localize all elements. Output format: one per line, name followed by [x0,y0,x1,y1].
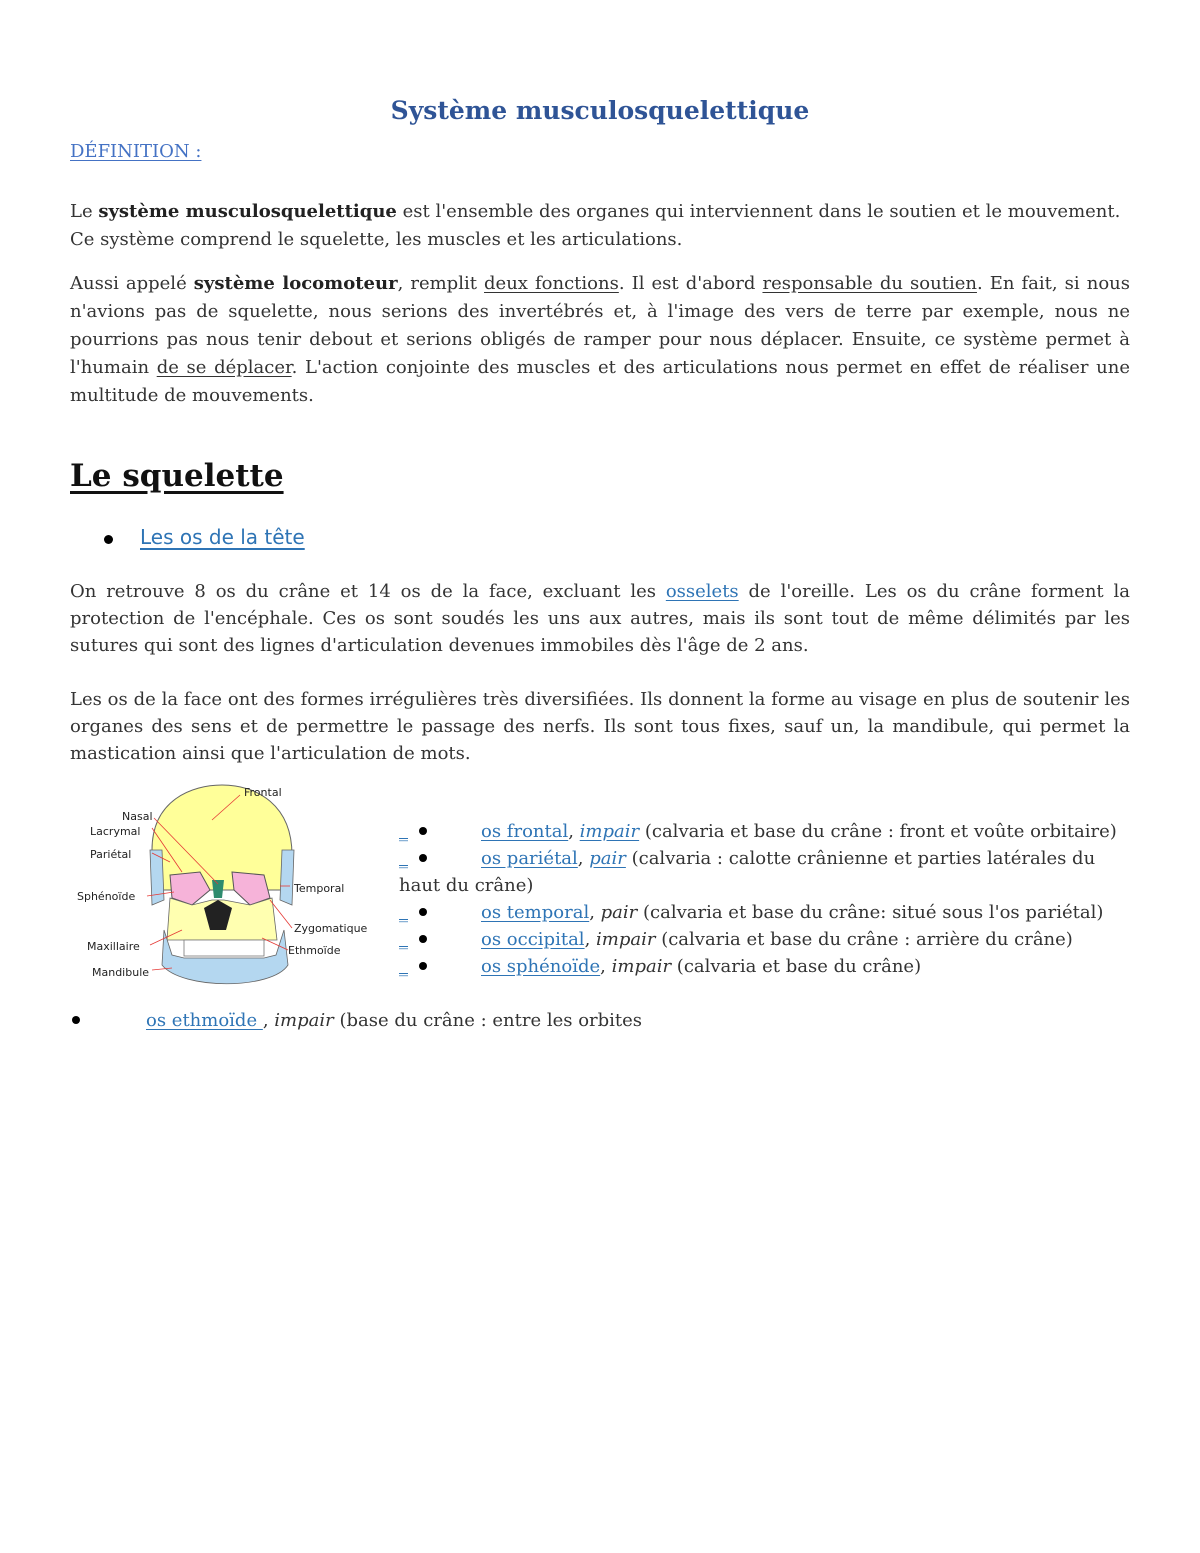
label-temporal: Temporal [294,882,345,895]
bone-type: impair [611,956,672,977]
bone-type: impair [274,1010,334,1031]
bone-link[interactable]: os pariétal [481,848,578,869]
bullet-icon [72,1016,80,1024]
label-mandibule: Mandibule [92,966,150,979]
bullet-icon [419,854,427,862]
bone-type-link[interactable]: impair [579,821,640,842]
list-marker[interactable]: _ [399,956,408,977]
label-frontal: Frontal [244,786,282,799]
bone-type-link[interactable]: pair [589,848,626,869]
list-item: _ os pariétal, pair (calvaria : calotte crânienne et parties latérales du haut du crâne) [399,845,1139,899]
bone-type: pair [600,902,638,923]
label-lacrymal: Lacrymal [90,825,141,838]
functions-paragraph: Aussi appelé système locomoteur, remplit deux fonctions. Il est d'abord responsable du soutien. En fait, si nous n'avions pas de squelette, nous serions des invertébrés et, à l'image des vers de terre par exemple, nous ne pourrions pas nous tenir debout et serions obligés de ramper pour nous déplacer. Ensuite, ce système permet à l'humain de se déplacer. L'action conjointe des muscles et des articulations nous permet en effet de réaliser une multitude de mouvements. [70,273,1130,406]
bone-link[interactable]: os occipital [481,929,585,950]
page-title: Système musculosquelettique [390,96,810,125]
list-marker[interactable]: _ [399,902,408,923]
label-sphenoide: Sphénoïde [77,890,136,903]
list-item: _ os sphénoïde, impair (calvaria et base du crâne) [399,953,1139,980]
list-marker[interactable]: _ [399,821,408,842]
cranium-paragraph: On retrouve 8 os du crâne et 14 os de la face, excluant les osselets de l'oreille. Les os du crâne forment la protection de l'encéphale. Ces os sont soudés les uns aux autres, mais ils sont tout de même délimités par les sutures qui sont des lignes d'articulation devenues immobiles dès l'âge de 2 ans. [70,581,1130,656]
bullet-icon [419,908,427,916]
label-maxillaire: Maxillaire [87,940,140,953]
label-nasal: Nasal [122,810,153,823]
bone-type: impair [596,929,656,950]
bullet-icon [419,935,427,943]
skull-nasal [212,880,224,898]
label-zygomatique: Zygomatique [294,922,368,935]
label-ethmoide: Ethmoïde [288,944,341,957]
definition-label: DÉFINITION : [70,141,202,162]
section-heading: Le squelette [70,458,284,494]
list-marker[interactable]: _ [399,929,408,950]
list-item-ethmoide: os ethmoïde , impair (base du crâne : entre les orbites [70,1007,642,1034]
face-paragraph: Les os de la face ont des formes irrégulières très diversifiées. Ils donnent la forme au visage en plus de soutenir les organes des sens et de permettre le passage des nerfs. Ils sont tous fixes, sauf un, la mandibule, qui permet la mastication ainsi que l'articulation de mots. [70,689,1130,764]
list-marker[interactable]: _ [399,848,408,869]
list-item: _ os occipital, impair (calvaria et base du crâne : arrière du crâne) [399,926,1139,953]
bullet-icon [419,827,427,835]
osselets-link[interactable]: osselets [665,581,739,602]
bullet-icon [419,962,427,970]
bone-link[interactable]: os temporal [481,902,590,923]
bone-link[interactable]: os sphénoïde [481,956,601,977]
bullet-icon [104,535,113,544]
list-item: _ os temporal, pair (calvaria et base du crâne: situé sous l'os pariétal) [399,899,1139,926]
bones-list [399,818,1139,980]
skull-temporal [280,850,294,905]
label-parietal: Pariétal [90,848,132,861]
intro-paragraph: Le système musculosquelettique est l'ensemble des organes qui interviennent dans le soutien et le mouvement. Ce système comprend le squelette, les muscles et les articulations. [70,201,1121,250]
subheading-link[interactable]: Les os de la tête [140,525,305,549]
bone-link[interactable]: os frontal [481,821,569,842]
skull-diagram [72,780,392,1000]
bone-link[interactable]: os ethmoïde [146,1010,263,1031]
skull-teeth [184,940,264,956]
list-item: _ os frontal, impair (calvaria et base du crâne : front et voûte orbitaire) [399,818,1139,845]
